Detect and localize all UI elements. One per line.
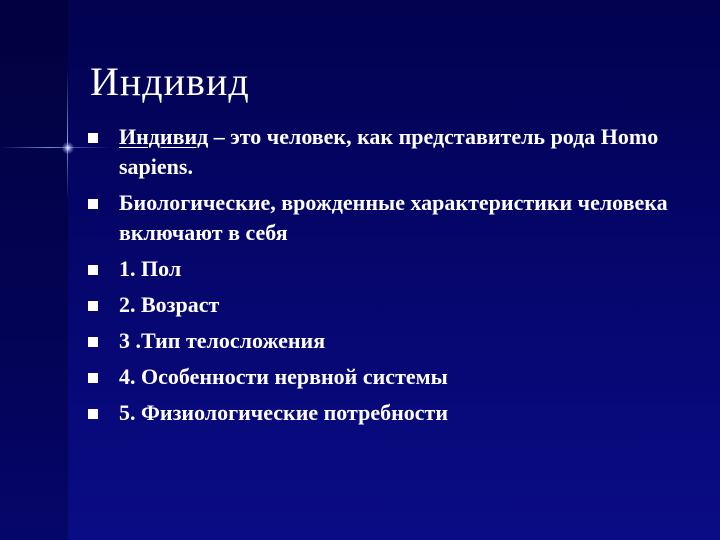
square-bullet-icon [88, 199, 98, 209]
bullet-item-body-type [88, 326, 698, 356]
underlined-term: Индивид [119, 124, 209, 149]
bullet-text: Биологические, врожденные характеристики человека включают в себя [119, 190, 668, 245]
bullet-item-definition [88, 122, 698, 182]
bullet-text: 5. Физиологические потребности [119, 400, 449, 425]
left-decorative-panel [0, 0, 68, 540]
bullet-text: 1. Пол [119, 256, 182, 281]
square-bullet-icon [88, 337, 98, 347]
bullet-text: 4. Особенности нервной системы [119, 364, 448, 389]
bullet-item-age [88, 290, 698, 320]
sparkle-icon [62, 142, 74, 154]
bullet-list [88, 122, 698, 434]
decorative-vertical-line [67, 70, 68, 200]
bullet-text: – это человек, как представитель рода Homo sapiens. [119, 124, 659, 179]
square-bullet-icon [88, 373, 98, 383]
square-bullet-icon [88, 301, 98, 311]
square-bullet-icon [88, 133, 98, 143]
bullet-item-sex [88, 254, 698, 284]
bullet-text: 3 .Тип телосложения [119, 328, 326, 353]
square-bullet-icon [88, 409, 98, 419]
slide-title: Индивид [90, 59, 250, 104]
bullet-text: 2. Возраст [119, 292, 220, 317]
bullet-item-physiological-needs [88, 398, 698, 428]
bullet-item-biological-characteristics [88, 188, 698, 248]
bullet-item-nervous-system [88, 362, 698, 392]
square-bullet-icon [88, 265, 98, 275]
